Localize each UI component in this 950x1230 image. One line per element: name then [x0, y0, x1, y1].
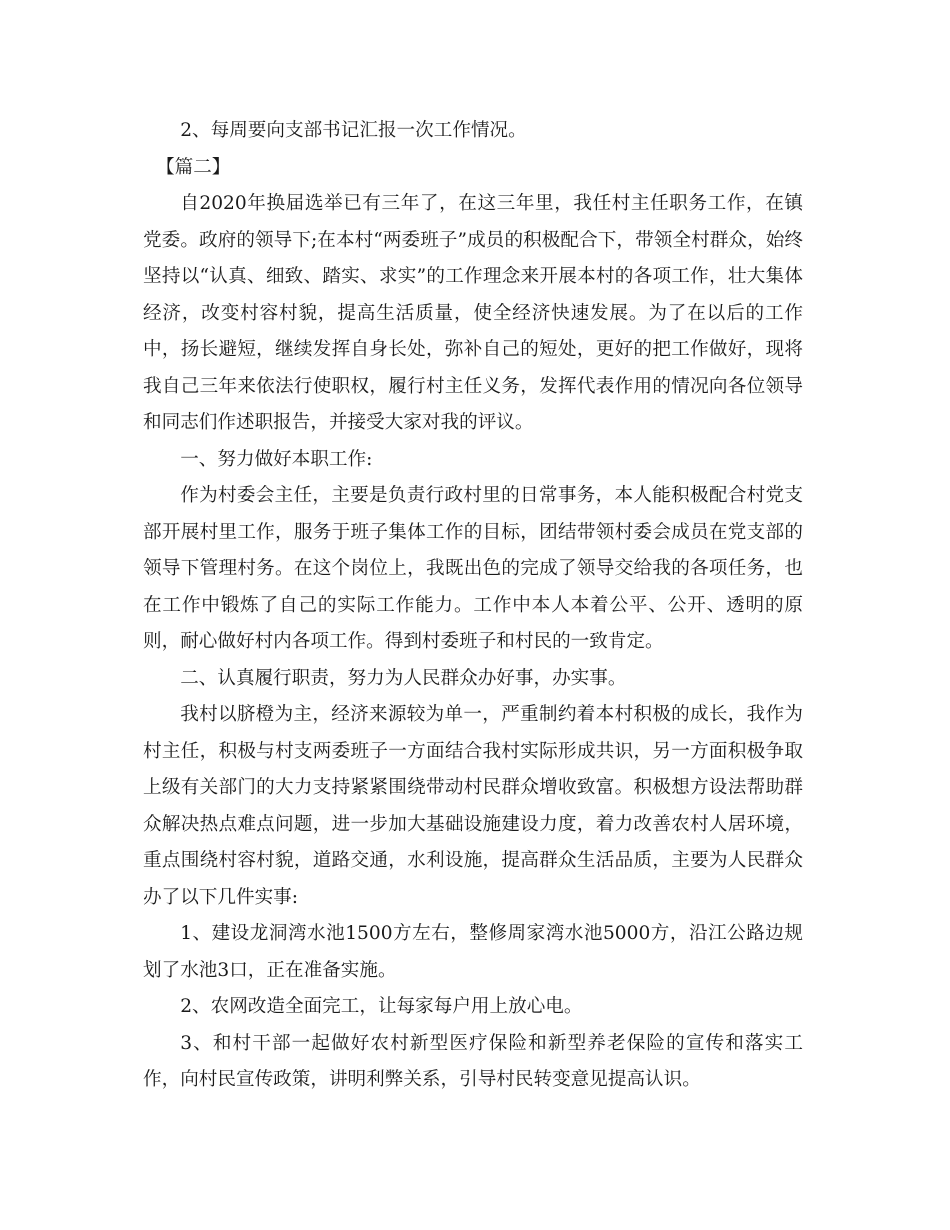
list-item-insurance: 3、和村干部一起做好农村新型医疗保险和新型养老保险的宣传和落实工作，向村民宣传政策，讲明利弊关系，引导村民转变意见提高认识。 — [143, 1032, 803, 1090]
list-item-water-pool: 1、建设龙洞湾水池1500方左右，整修周家湾水池5000方，沿江公路边规划了水池3口，正在准备实施。 — [143, 923, 803, 981]
section-heading-one: 一、努力做好本职工作: — [180, 448, 373, 470]
paragraph-village-economy: 我村以脐橙为主，经济来源较为单一，严重制约着本村积极的成长，我作为村主任，积极与村支两委班子一方面结合我村实际形成共识，另一方面积极争取上级有关部门的大力支持紧紧围绕带动村民群众增收致富。积极想方设法帮助群众解决热点难点问题，进一步加大基础设施建设力度，着力改善农村人居环境，重点围绕村容村貌，道路交通，水利设施，提高群众生活品质，主要为人民群众办了以下几件实事: — [143, 704, 803, 908]
document-body — [143, 113, 803, 1099]
section-heading-part-two: 【篇二】 — [156, 156, 231, 178]
paragraph-report-weekly: 2、每周要向支部书记汇报一次工作情况。 — [180, 120, 527, 141]
paragraph-intro: 自2020年换届选举已有三年了，在这三年里，我任村主任职务工作，在镇党委。政府的领导下;在本村“两委班子”成员的积极配合下，带领全村群众，始终坚持以“认真、细致、踏实、求实”的工作理念来开展本村的各项工作，壮大集体经济，改变村容村貌，提高生活质量，使全经济快速发展。为了在以后的工作中，扬长避短，继续发挥自身长处，弥补自己的短处，更好的把工作做好，现将我自己三年来依法行使职权，履行村主任义务，发挥代表作用的情况向各位领导和同志们作述职报告，并接受大家对我的评议。 — [143, 193, 803, 433]
section-heading-two: 二、认真履行职责，努力为人民群众办好事，办实事。 — [180, 667, 627, 689]
list-item-grid-upgrade: 2、农网改造全面完工，让每家每户用上放心电。 — [180, 996, 583, 1017]
paragraph-duties: 作为村委会主任，主要是负责行政村里的日常事务，本人能积极配合村党支部开展村里工作，服务于班子集体工作的目标，团结带领村委会成员在党支部的领导下管理村务。在这个岗位上，我既出色的完成了领导交给我的各项任务，也在工作中锻炼了自己的实际工作能力。工作中本人本着公平、公开、透明的原则，耐心做好村内各项工作。得到村委班子和村民的一致肯定。 — [143, 485, 803, 652]
